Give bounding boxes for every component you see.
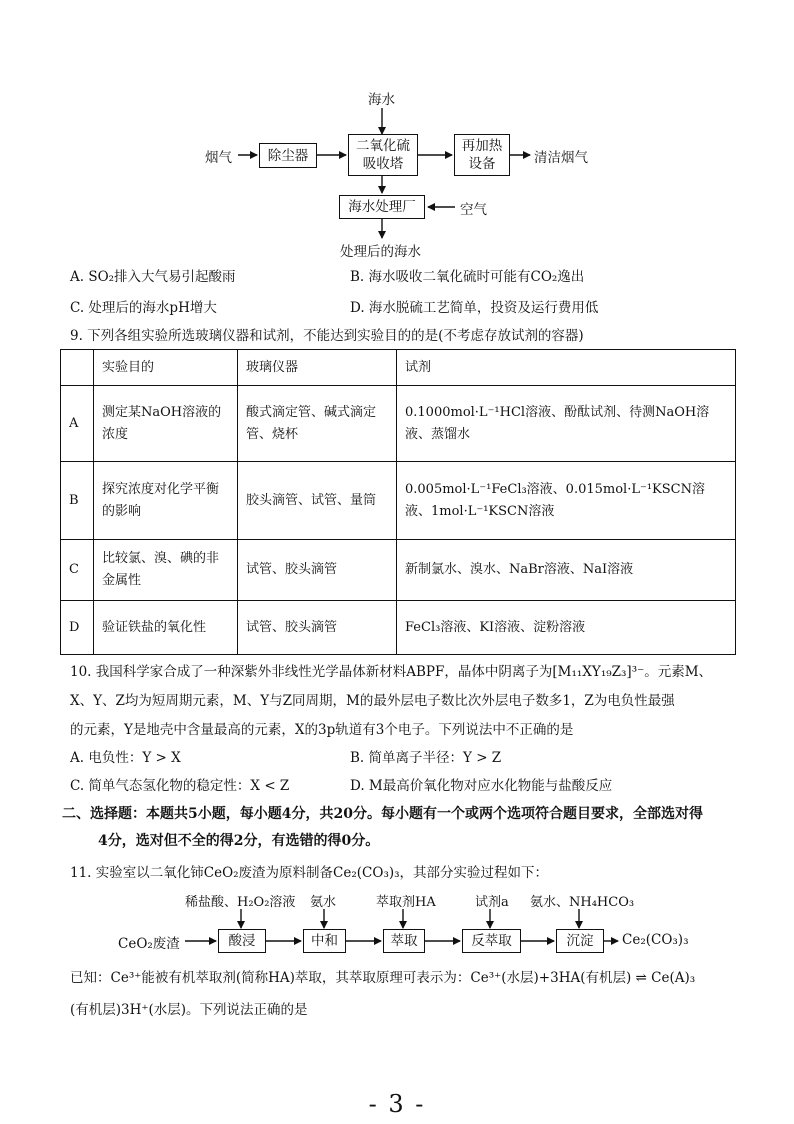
q9-table <box>60 349 736 655</box>
reagent-cell: FeCl₃溶液、KI溶液、淀粉溶液 <box>397 601 736 655</box>
q11-known-line1: 已知：Ce³⁺能被有机萃取剂(简称HA)萃取，其萃取原理可表示为：Ce³⁺(水层)+3HA(有机层) ⇌ Ce(A)₃ <box>70 970 696 986</box>
table-row <box>61 462 736 540</box>
table-header-cell: 玻璃仪器 <box>238 350 397 386</box>
glassware-cell: 试管、胶头滴管 <box>238 540 397 601</box>
table-row <box>61 540 736 601</box>
air-label: 空气 <box>460 202 487 218</box>
q8-option-c: C. 处理后的海水pH增大 <box>70 300 217 316</box>
seawater-treatment-label: 海水处理厂 <box>348 199 416 215</box>
purpose-cell: 测定某NaOH溶液的浓度 <box>94 386 238 462</box>
back-extraction-box <box>462 929 521 953</box>
reagent-extractant-label: 萃取剂HA <box>376 895 436 910</box>
glassware-cell: 胶头滴管、试管、量筒 <box>238 462 397 540</box>
q8-option-a: A. SO₂排入大气易引起酸雨 <box>70 269 236 285</box>
q10-stem-line3: 的元素，Y是地壳中含量最高的元素，X的3p轨道有3个电子。下列说法中不正确的是 <box>70 722 574 738</box>
neutralize-label: 中和 <box>311 933 338 949</box>
so2-absorber-box <box>348 134 418 176</box>
q11-stem: 11. 实验室以二氧化铈CeO₂废渣为原料制备Ce₂(CO₃)₃，其部分实验过程如下： <box>70 865 549 881</box>
table-row <box>61 601 736 655</box>
so2-absorber-line2: 吸收塔 <box>362 156 404 172</box>
table-header-cell: 试剂 <box>397 350 736 386</box>
precipitation-label: 沉淀 <box>566 933 594 949</box>
ce2co33-product-label: Ce₂(CO₃)₃ <box>622 932 689 948</box>
reagent-acid-label: 稀盐酸、H₂O₂溶液 <box>185 895 296 910</box>
extraction-box <box>383 929 425 953</box>
section-2-heading-line1: 二、选择题：本题共5小题，每小题4分，共20分。每小题有一个或两个选项符合题目要求，全部选对得 <box>62 806 703 822</box>
reagent-cell: 0.005mol·L⁻¹FeCl₃溶液、0.015mol·L⁻¹KSCN溶液、1mol·L⁻¹KSCN溶液 <box>397 462 736 540</box>
treated-seawater-label: 处理后的海水 <box>340 244 421 260</box>
page-number: - 3 - <box>368 1090 426 1118</box>
row-label: D <box>61 601 94 655</box>
purpose-cell: 探究浓度对化学平衡的影响 <box>94 462 238 540</box>
table-header-cell <box>61 350 94 386</box>
back-extraction-label: 反萃取 <box>471 933 512 949</box>
q8-option-b: B. 海水吸收二氧化硫时可能有CO₂逸出 <box>350 269 585 285</box>
glassware-cell: 试管、胶头滴管 <box>238 601 397 655</box>
row-label: C <box>61 540 94 601</box>
q11-known-line2: (有机层)3H⁺(水层)。下列说法正确的是 <box>70 1002 308 1018</box>
reagent-cell: 0.1000mol·L⁻¹HCl溶液、酚酞试剂、待测NaOH溶液、蒸馏水 <box>397 386 736 462</box>
table-header-row <box>61 350 736 386</box>
neutralize-box <box>303 929 346 953</box>
extraction-label: 萃取 <box>390 933 418 949</box>
reagent-precipitant-label: 氨水、NH₄HCO₃ <box>530 895 635 910</box>
purpose-cell: 比较氯、溴、碘的非金属性 <box>94 540 238 601</box>
glassware-cell: 酸式滴定管、碱式滴定管、烧杯 <box>238 386 397 462</box>
table-header-cell: 实验目的 <box>94 350 238 386</box>
q10-stem-line1: 10. 我国科学家合成了一种深紫外非线性光学晶体新材料ABPF，晶体中阴离子为[M₁₁XY₁₉Z₃]³⁻。元素M、 <box>70 664 713 680</box>
q9-stem: 9. 下列各组实验所选玻璃仪器和试剂，不能达到实验目的的是(不考虑存放试剂的容器) <box>70 328 584 344</box>
clean-flue-gas-label: 清洁烟气 <box>534 150 588 166</box>
q10-option-c: C. 简单气态氢化物的稳定性：X < Z <box>70 778 290 794</box>
ceo2-residue-label: CeO₂废渣 <box>118 936 180 952</box>
reagent-a-label: 试剂a <box>475 895 509 910</box>
dust-collector-label: 除尘器 <box>267 147 309 164</box>
acid-leach-box <box>218 929 266 953</box>
reheat-line2: 设备 <box>468 156 496 172</box>
table-row <box>61 386 736 462</box>
flue-gas-label: 烟气 <box>205 150 232 166</box>
reheat-line1: 再加热 <box>461 138 503 154</box>
row-label: A <box>61 386 94 462</box>
q8-option-d: D. 海水脱硫工艺简单，投资及运行费用低 <box>350 300 599 316</box>
section-2-heading-line2: 4分，选对但不全的得2分，有选错的得0分。 <box>98 833 380 849</box>
so2-absorber-line1: 二氧化硫 <box>356 138 410 154</box>
dust-collector-box <box>259 143 317 168</box>
q10-option-d: D. M最高价氧化物对应水化物能与盐酸反应 <box>350 778 613 794</box>
row-label: B <box>61 462 94 540</box>
acid-leach-label: 酸浸 <box>228 933 256 949</box>
q10-option-b: B. 简单离子半径：Y > Z <box>350 750 502 766</box>
reagent-ammonia-label: 氨水 <box>310 895 337 910</box>
q10-option-a: A. 电负性：Y > X <box>70 750 181 766</box>
precipitation-box <box>556 929 604 953</box>
purpose-cell: 验证铁盐的氧化性 <box>94 601 238 655</box>
reheat-equipment-box <box>454 134 510 176</box>
q10-stem-line2: X、Y、Z均为短周期元素，M、Y与Z同周期，M的最外层电子数比次外层电子数多1，Z为电负性最强 <box>70 693 675 709</box>
seawater-treatment-box <box>339 195 425 219</box>
reagent-cell: 新制氯水、溴水、NaBr溶液、NaI溶液 <box>397 540 736 601</box>
seawater-input-label: 海水 <box>368 92 395 108</box>
